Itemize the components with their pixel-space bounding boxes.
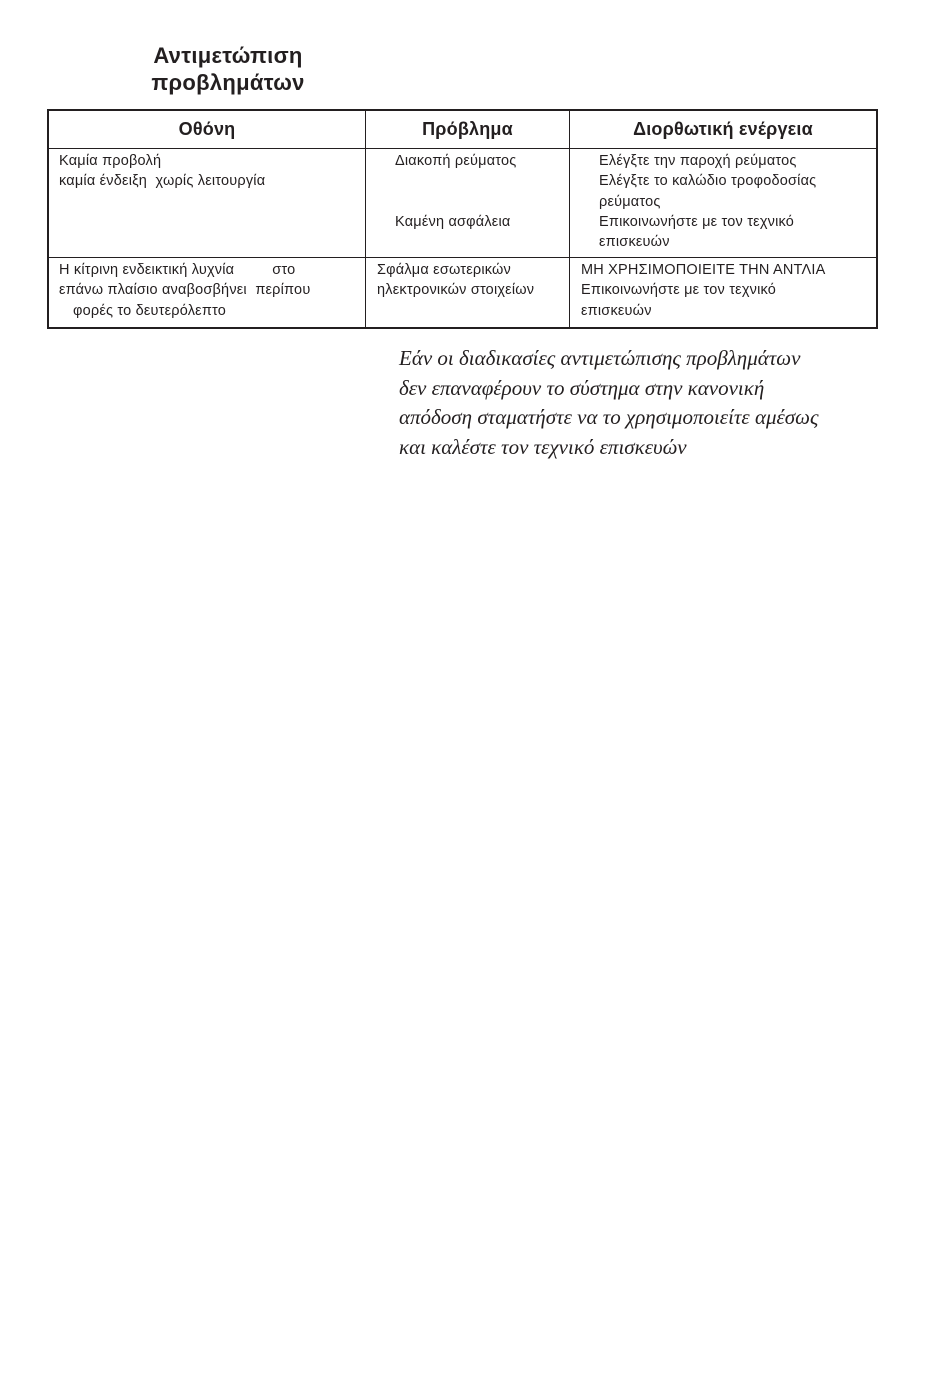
cell-text: φορές το δευτερόλεπτο: [73, 302, 227, 319]
table-row: [49, 148, 876, 257]
cell-problem: [365, 258, 569, 327]
cell-text: Καμένη ασφάλεια: [395, 213, 511, 230]
note-line: Εάν οι διαδικασίες αντιμετώπισης προβλημάτων: [399, 346, 801, 370]
column-header-screen: Οθόνη: [178, 119, 236, 139]
cell-problem: [365, 149, 569, 257]
cell-text: Επικοινωνήστε με τον τεχνικό: [581, 282, 777, 299]
cell-text: καμία ένδειξη χωρίς λειτουργία: [59, 173, 266, 190]
warning-note: [399, 344, 889, 462]
cell-text: επισκευών: [599, 234, 670, 251]
cell-action: [569, 258, 876, 327]
cell-text: ΜΗ ΧΡΗΣΙΜΟΠΟΙΕΙΤΕ ΤΗΝ ΑΝΤΛΙΑ: [581, 262, 826, 278]
page-title-line-1: Αντιμετώπιση: [153, 43, 303, 68]
cell-text: Διακοπή ρεύματος: [395, 153, 517, 169]
cell-text: επισκευών: [581, 302, 652, 319]
troubleshooting-table: [47, 109, 878, 329]
cell-text: ρεύματος: [599, 193, 661, 210]
cell-text: ηλεκτρονικών στοιχείων: [377, 282, 535, 299]
cell-text: Επικοινωνήστε με τον τεχνικό: [599, 213, 795, 230]
cell-text: Καμία προβολή: [59, 153, 162, 169]
note-line: και καλέστε τον τεχνικό επισκευών: [399, 434, 687, 459]
cell-text: Σφάλμα εσωτερικών: [377, 262, 511, 278]
column-header-action: Διορθωτική ενέργεια: [569, 111, 876, 148]
cell-text: Ελέγξτε το καλώδιο τροφοδοσίας: [599, 173, 817, 190]
table-header-row: [49, 111, 876, 148]
column-header-problem: Πρόβλημα: [365, 111, 569, 148]
cell-screen: [49, 149, 365, 257]
cell-action: [569, 149, 876, 257]
note-line: απόδοση σταματήστε να το χρησιμοποιείτε αμέσως: [399, 405, 819, 429]
page-title: [128, 42, 328, 96]
page-title-line-2: προβλημάτων: [151, 70, 305, 95]
cell-screen: [49, 258, 365, 327]
cell-text: Ελέγξτε την παροχή ρεύματος: [599, 153, 797, 169]
cell-text: Η κίτρινη ενδεικτική λυχνία στο: [59, 262, 296, 278]
note-line: δεν επαναφέρουν το σύστημα στην κανονική: [399, 375, 765, 400]
table-row: [49, 257, 876, 327]
cell-text: επάνω πλαίσιο αναβοσβήνει περίπου: [59, 282, 311, 299]
